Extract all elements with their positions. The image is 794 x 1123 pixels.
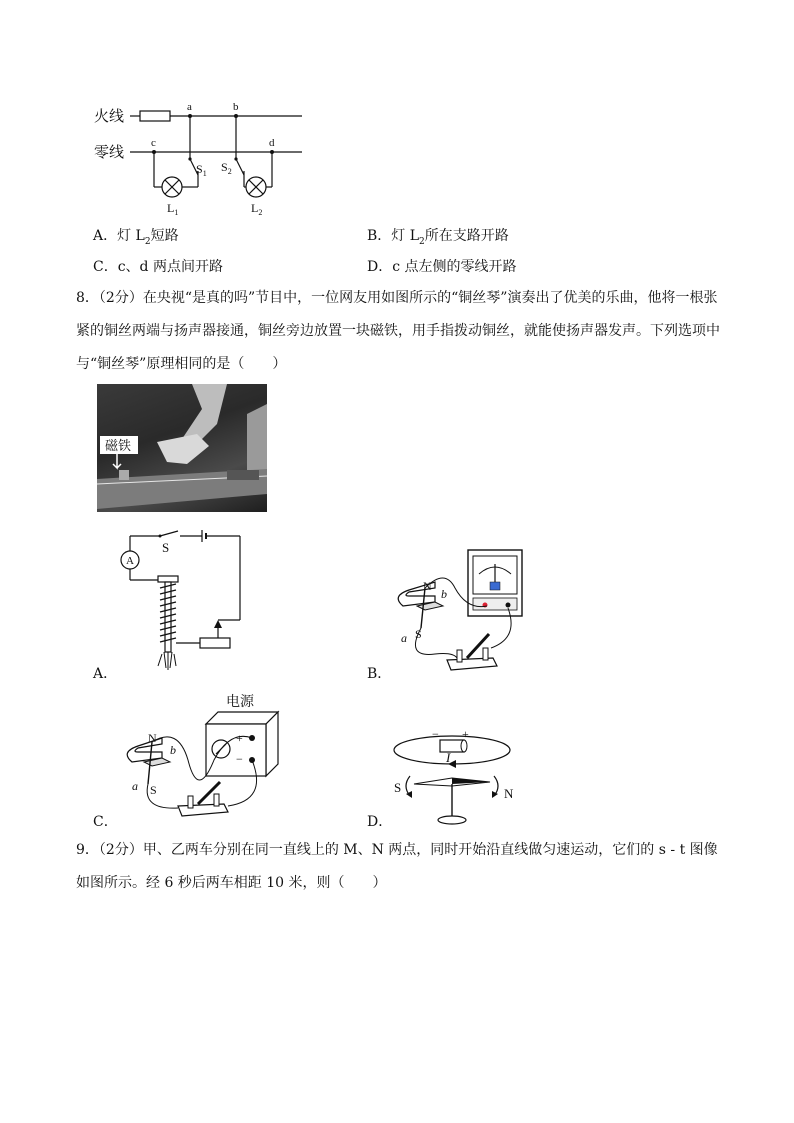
live-wire-label: 火线 (94, 109, 125, 125)
south-pole-label: S (150, 783, 157, 797)
point-a-label: a (401, 631, 407, 645)
point-c-label: c (151, 137, 156, 149)
magnet-label: 磁铁 (105, 438, 132, 453)
q9-stem: 9．（2分）甲、乙两车分别在同一直线上的 M、N 两点，同时开始沿直线做匀速运动，它们的 s - t 图像如图所示。经 6 秒后两车相距 10 米，则（ ） (76, 842, 718, 891)
lamp-l2-label: $L_2$ (251, 201, 263, 217)
neutral-wire-label: 零线 (94, 145, 125, 161)
electromagnet-circuit-figure (118, 528, 248, 678)
q8-stem: 8．（2分）在央视“是真的吗”节目中，一位网友用如图所示的“铜丝琴”演奏出了优美的乐曲，他将一根张紧的铜丝两端与扬声器接通，铜丝旁边放置一块磁铁，用手指拨动铜丝，就能使扬声器发声。下列选项中与“铜丝琴”原理相同的是（ ） (76, 290, 720, 372)
q7-option-d[interactable]: D．c 点左侧的零线开路 (367, 259, 517, 275)
switch-s2-label: $S_2$ (221, 160, 232, 176)
point-a-label: a (132, 779, 138, 793)
q8-option-d[interactable]: D． (367, 814, 393, 830)
south-pole-label: S (415, 627, 422, 641)
copper-wire-harp-photo (97, 384, 267, 512)
minus-terminal-label: − (236, 752, 243, 766)
q7-option-b[interactable]: B．灯 $L_2$所在支路开路 (367, 228, 509, 247)
south-pole-label: S (394, 780, 402, 795)
plus-terminal-label: + (236, 731, 243, 745)
switch-s1-label: $S_1$ (196, 162, 207, 178)
point-b-label: b (170, 743, 176, 757)
point-a-label: a (187, 101, 192, 113)
point-b-label: b (233, 101, 239, 113)
north-pole-label: N (504, 786, 514, 801)
q8-option-a[interactable]: A． (93, 666, 118, 682)
battery-plus-label: + (462, 727, 469, 741)
household-circuit-diagram (90, 95, 320, 220)
current-i-label: I (446, 750, 451, 765)
point-b-label: b (441, 587, 447, 601)
ammeter-label: A (126, 555, 134, 567)
generator-galvanometer-figure (395, 548, 535, 678)
q7-option-c[interactable]: C．c、d 两点间开路 (93, 259, 223, 275)
north-pole-label: N (423, 579, 432, 593)
motor-power-supply-figure (118, 690, 288, 825)
battery-minus-label: − (432, 727, 439, 741)
q8-option-c[interactable]: C． (93, 814, 118, 830)
power-supply-label: 电源 (226, 695, 254, 710)
north-pole-label: N (148, 731, 157, 745)
q7-option-a[interactable]: A．灯 $L_2$短路 (93, 228, 179, 247)
oersted-experiment-figure (390, 728, 520, 828)
switch-s-label: S (162, 540, 170, 555)
q8-option-b[interactable]: B． (367, 666, 392, 682)
point-d-label: d (269, 137, 275, 149)
lamp-l1-label: $L_1$ (167, 201, 179, 217)
